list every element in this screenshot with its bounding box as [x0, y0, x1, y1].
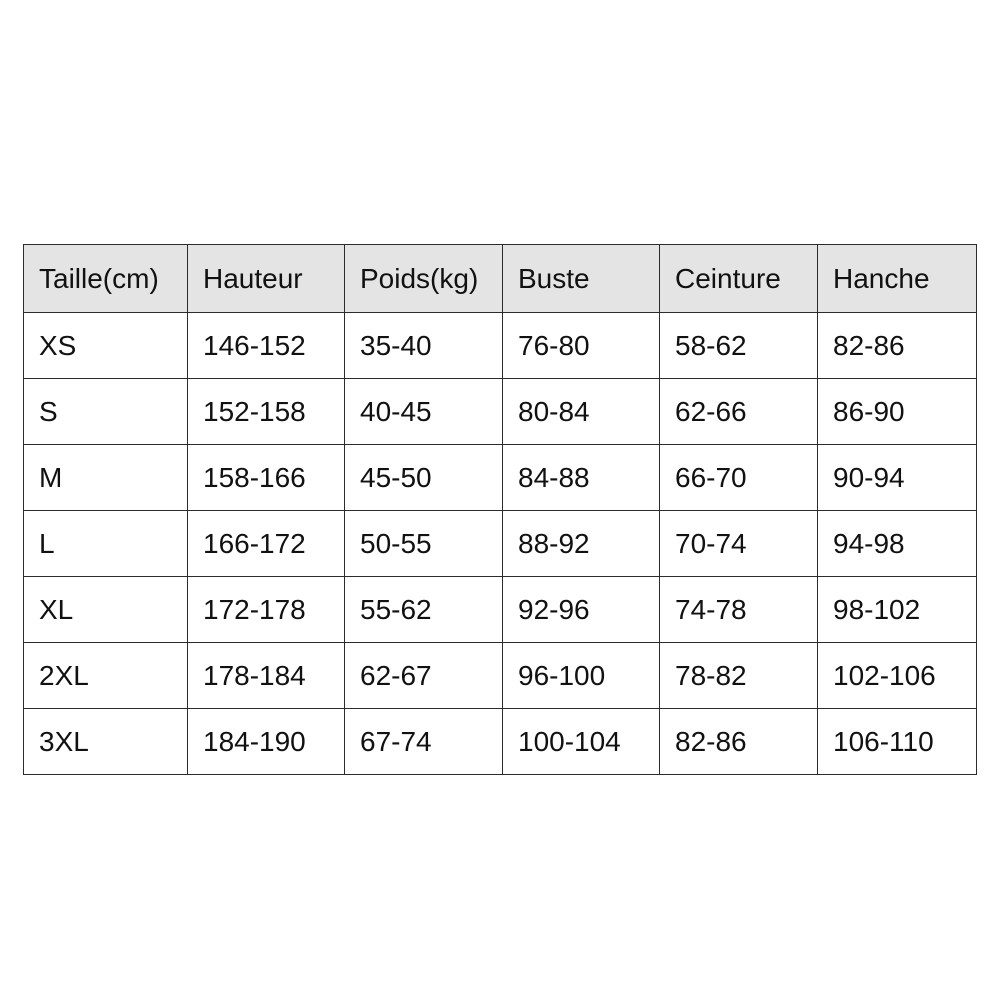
cell-hauteur: 172-178: [188, 577, 345, 643]
cell-buste: 80-84: [503, 379, 660, 445]
cell-ceinture: 74-78: [660, 577, 818, 643]
table-row: [24, 379, 977, 445]
cell-size: S: [24, 379, 188, 445]
cell-ceinture: 58-62: [660, 313, 818, 379]
cell-hauteur: 146-152: [188, 313, 345, 379]
cell-poids: 50-55: [345, 511, 503, 577]
cell-size: L: [24, 511, 188, 577]
table-row: [24, 445, 977, 511]
cell-hanche: 98-102: [818, 577, 977, 643]
cell-ceinture: 82-86: [660, 709, 818, 775]
cell-ceinture: 62-66: [660, 379, 818, 445]
header-taille: Taille(cm): [24, 245, 188, 313]
header-buste: Buste: [503, 245, 660, 313]
table-row: [24, 577, 977, 643]
cell-poids: 40-45: [345, 379, 503, 445]
header-poids: Poids(kg): [345, 245, 503, 313]
table-row: [24, 511, 977, 577]
cell-size: 3XL: [24, 709, 188, 775]
cell-buste: 76-80: [503, 313, 660, 379]
table-header: [24, 245, 977, 313]
cell-hanche: 90-94: [818, 445, 977, 511]
cell-size: XS: [24, 313, 188, 379]
table-row: [24, 643, 977, 709]
header-row: [24, 245, 977, 313]
table-row: [24, 313, 977, 379]
size-chart-table: [23, 244, 977, 775]
cell-hanche: 82-86: [818, 313, 977, 379]
cell-hauteur: 158-166: [188, 445, 345, 511]
cell-hanche: 106-110: [818, 709, 977, 775]
cell-size: XL: [24, 577, 188, 643]
cell-ceinture: 70-74: [660, 511, 818, 577]
cell-poids: 55-62: [345, 577, 503, 643]
cell-hanche: 94-98: [818, 511, 977, 577]
cell-poids: 67-74: [345, 709, 503, 775]
cell-size: M: [24, 445, 188, 511]
cell-hauteur: 166-172: [188, 511, 345, 577]
header-hauteur: Hauteur: [188, 245, 345, 313]
header-hanche: Hanche: [818, 245, 977, 313]
cell-poids: 45-50: [345, 445, 503, 511]
cell-buste: 96-100: [503, 643, 660, 709]
cell-hanche: 86-90: [818, 379, 977, 445]
cell-hauteur: 178-184: [188, 643, 345, 709]
cell-buste: 92-96: [503, 577, 660, 643]
cell-hauteur: 184-190: [188, 709, 345, 775]
cell-ceinture: 66-70: [660, 445, 818, 511]
cell-poids: 35-40: [345, 313, 503, 379]
cell-hanche: 102-106: [818, 643, 977, 709]
cell-hauteur: 152-158: [188, 379, 345, 445]
cell-size: 2XL: [24, 643, 188, 709]
cell-ceinture: 78-82: [660, 643, 818, 709]
table-body: [24, 313, 977, 775]
table-row: [24, 709, 977, 775]
cell-poids: 62-67: [345, 643, 503, 709]
header-ceinture: Ceinture: [660, 245, 818, 313]
cell-buste: 100-104: [503, 709, 660, 775]
cell-buste: 88-92: [503, 511, 660, 577]
cell-buste: 84-88: [503, 445, 660, 511]
